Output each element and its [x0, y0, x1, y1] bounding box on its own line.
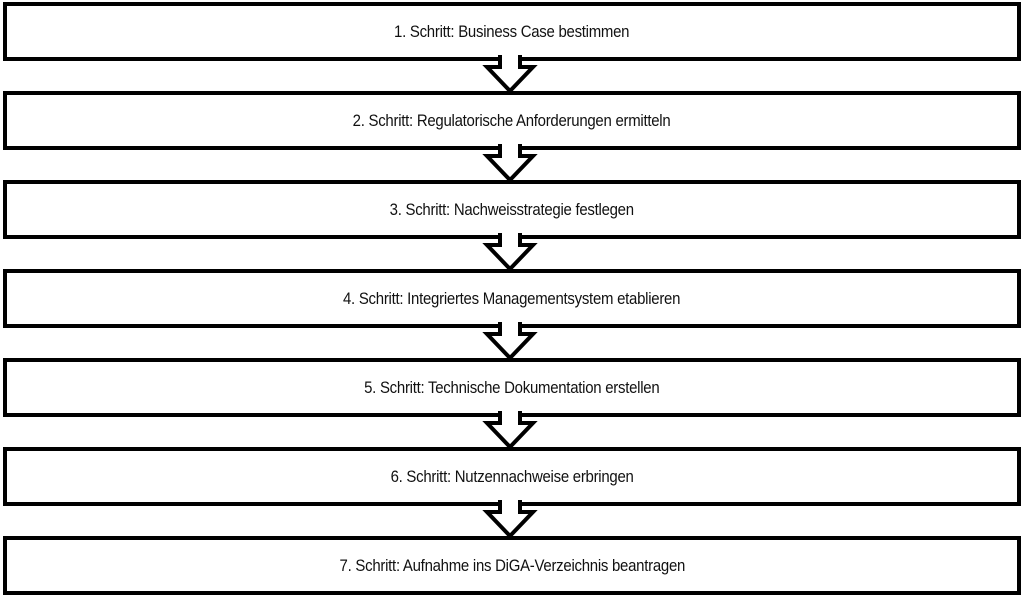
step-2-box [3, 91, 1021, 150]
step-3-box [3, 180, 1021, 239]
down-arrow-icon [487, 502, 533, 536]
down-arrow-icon [487, 324, 533, 358]
step-5-label: 5. Schritt: Technische Dokumentation erstellen [364, 377, 660, 397]
step-3-label: 3. Schritt: Nachweisstrategie festlegen [389, 199, 635, 219]
step-7-label: 7. Schritt: Aufnahme ins DiGA-Verzeichnis beantragen [339, 555, 685, 575]
step-1-box [3, 2, 1021, 61]
down-arrow-icon [487, 235, 533, 269]
step-6-box [3, 447, 1021, 506]
step-6-label: 6. Schritt: Nutzennachweise erbringen [390, 466, 634, 486]
step-4-label: 4. Schritt: Integriertes Managementsystem etablieren [343, 288, 681, 308]
step-7-box [3, 536, 1021, 595]
step-5-box [3, 358, 1021, 417]
step-2-label: 2. Schritt: Regulatorische Anforderungen ermitteln [353, 110, 671, 130]
down-arrow-icon [487, 413, 533, 447]
down-arrow-icon [487, 146, 533, 180]
step-1-label: 1. Schritt: Business Case bestimmen [394, 21, 630, 41]
step-4-box [3, 269, 1021, 328]
down-arrow-icon [487, 57, 533, 91]
